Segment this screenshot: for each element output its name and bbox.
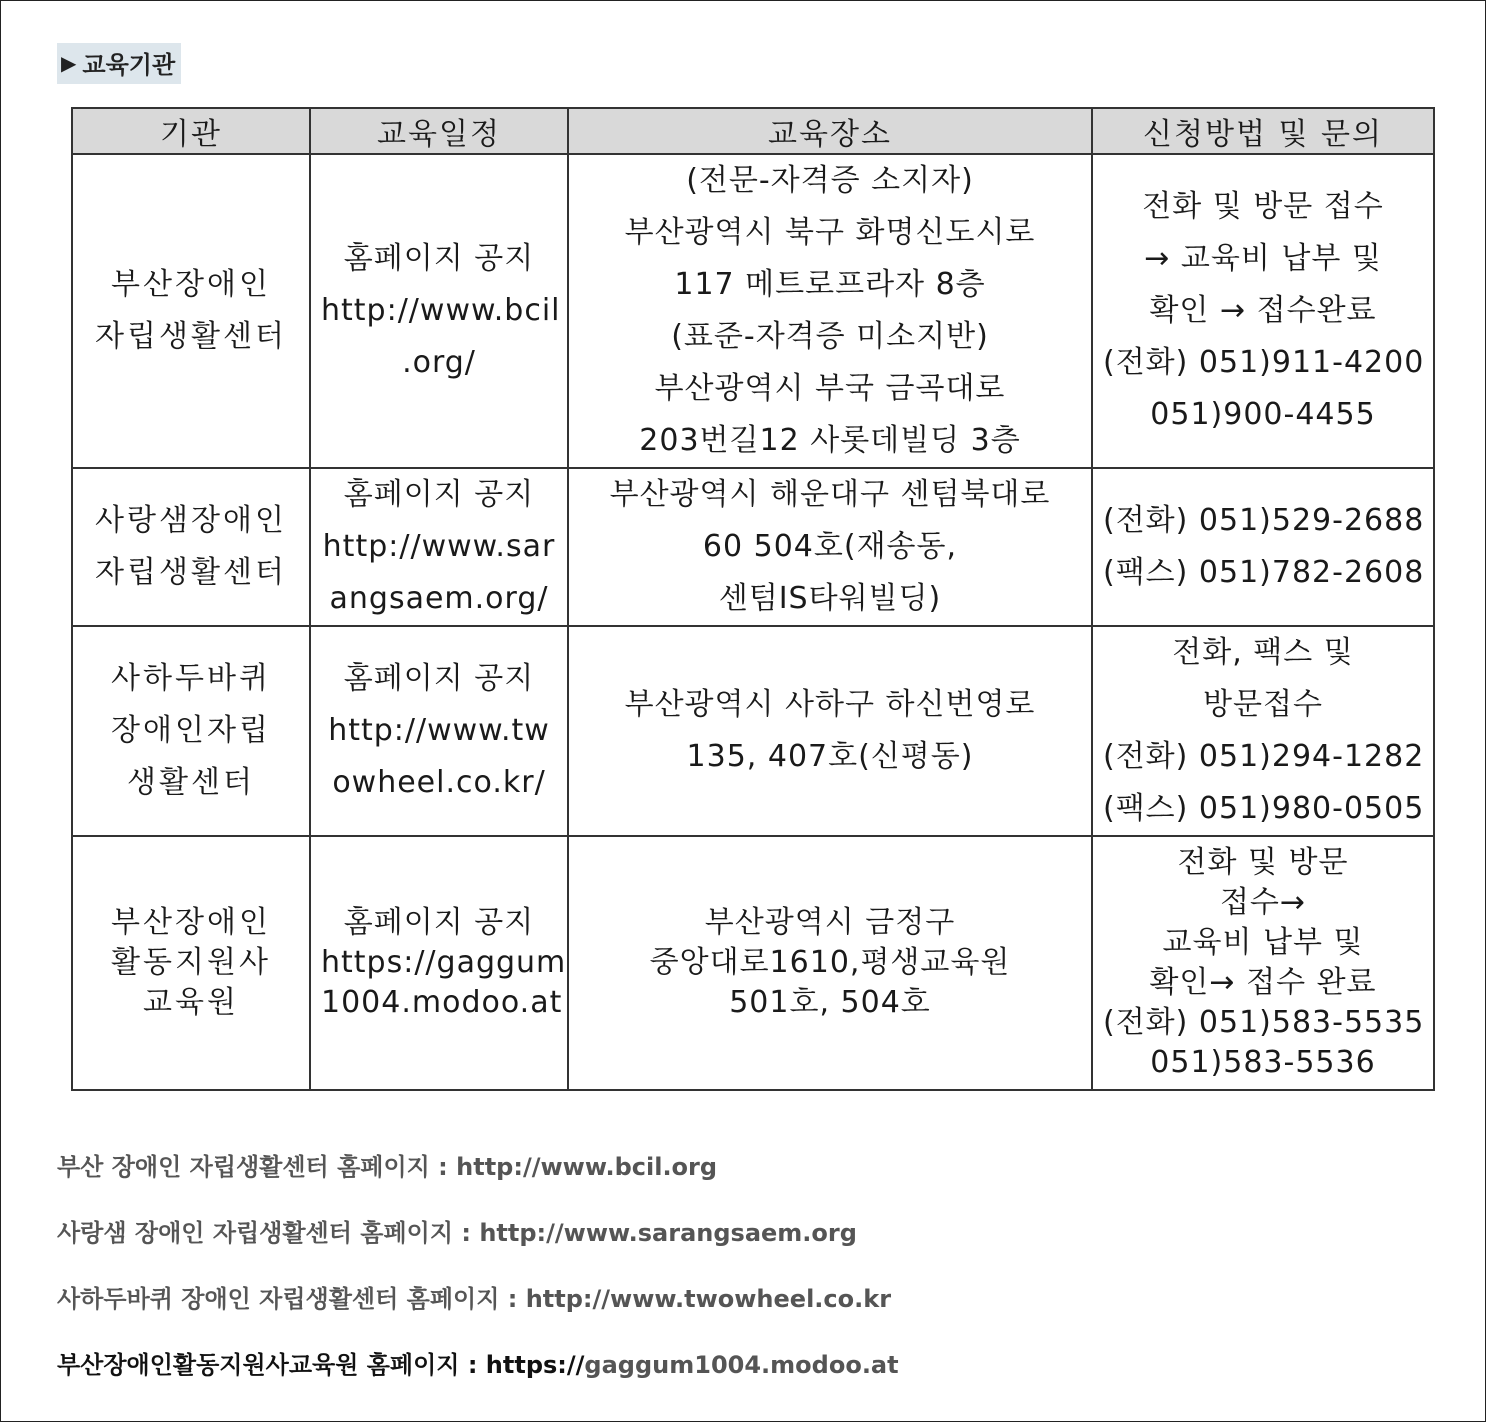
footer-homepage-line bbox=[57, 1213, 857, 1248]
table-row bbox=[72, 836, 1434, 1090]
header-contact: 신청방법 및 문의 bbox=[1092, 108, 1434, 154]
cell-place bbox=[568, 468, 1092, 626]
contact-line: (전화) 051)294-1282 bbox=[1103, 739, 1425, 774]
footer-label: 사하두바퀴 장애인 자립생활센터 홈페이지 : bbox=[57, 1285, 526, 1313]
cell-contact bbox=[1092, 468, 1434, 626]
place-line: 117 메트로프라자 8층 bbox=[674, 267, 986, 302]
header-schedule: 교육일정 bbox=[310, 108, 568, 154]
institution-line: 사랑샘장애인 bbox=[95, 503, 287, 538]
place-line: (전문-자격증 소지자) bbox=[686, 163, 974, 198]
institution-line: 부산장애인 bbox=[111, 267, 271, 302]
schedule-link[interactable]: 1004.modoo.at bbox=[321, 985, 563, 1020]
footer-homepage-link-prefix[interactable]: https:// bbox=[485, 1351, 585, 1379]
section-title bbox=[57, 43, 181, 84]
schedule-link[interactable]: http://www.sar bbox=[322, 529, 556, 564]
footer-homepage-line bbox=[57, 1345, 899, 1380]
table-row bbox=[72, 154, 1434, 468]
place-line: 부산광역시 금정구 bbox=[704, 905, 956, 940]
contact-line: 전화, 팩스 및 bbox=[1172, 635, 1354, 670]
contact-line: (전화) 051)911-4200 bbox=[1103, 345, 1425, 380]
institution-line: 활동지원사 bbox=[111, 945, 271, 980]
footer-homepage-link[interactable]: http://www.bcil.org bbox=[456, 1153, 718, 1181]
contact-line: 방문접수 bbox=[1203, 687, 1323, 722]
cell-institution bbox=[72, 836, 310, 1090]
cell-schedule bbox=[310, 626, 568, 836]
footer-homepage-link[interactable]: http://www.twowheel.co.kr bbox=[525, 1285, 892, 1313]
contact-line: (팩스) 051)980-0505 bbox=[1103, 791, 1425, 826]
place-line: 부산광역시 북구 화명신도시로 bbox=[624, 215, 1036, 250]
place-line: 센텀IS타워빌딩) bbox=[718, 581, 942, 616]
place-line: 부산광역시 부국 금곡대로 bbox=[654, 371, 1006, 406]
table-row bbox=[72, 468, 1434, 626]
institution-line: 자립생활센터 bbox=[95, 319, 287, 354]
cell-place bbox=[568, 836, 1092, 1090]
schedule-link[interactable]: angsaem.org/ bbox=[329, 581, 549, 616]
contact-line: 교육비 납부 및 bbox=[1162, 925, 1364, 960]
footer-homepage-line bbox=[57, 1279, 891, 1314]
cell-contact bbox=[1092, 626, 1434, 836]
contact-line: 확인 → 접수완료 bbox=[1149, 293, 1377, 328]
contact-line: 접수→ bbox=[1219, 885, 1307, 920]
institution-line: 생활센터 bbox=[127, 765, 255, 800]
place-line: 203번길12 사롯데빌딩 3층 bbox=[639, 423, 1021, 458]
cell-institution bbox=[72, 154, 310, 468]
header-place: 교육장소 bbox=[568, 108, 1092, 154]
footer-homepage-line bbox=[57, 1147, 717, 1182]
contact-line: (전화) 051)529-2688 bbox=[1103, 503, 1425, 538]
schedule-link[interactable]: .org/ bbox=[402, 345, 476, 380]
contact-line: (전화) 051)583-5535 bbox=[1103, 1005, 1425, 1040]
schedule-line: 홈페이지 공지 bbox=[343, 661, 535, 696]
schedule-link[interactable]: http://www.bcil bbox=[321, 293, 561, 328]
schedule-line: 홈페이지 공지 bbox=[343, 905, 535, 940]
cell-place bbox=[568, 626, 1092, 836]
table-row bbox=[72, 626, 1434, 836]
cell-institution bbox=[72, 468, 310, 626]
contact-line: 전화 및 방문 접수 bbox=[1142, 189, 1384, 224]
contact-line: 전화 및 방문 bbox=[1177, 845, 1349, 880]
footer-homepage-link[interactable]: gaggum1004.modoo.at bbox=[584, 1351, 899, 1379]
place-line: 60 504호(재송동, bbox=[702, 529, 958, 564]
schedule-link[interactable]: owheel.co.kr/ bbox=[332, 765, 546, 800]
triangle-right-icon: ▶ bbox=[61, 50, 77, 75]
cell-schedule bbox=[310, 154, 568, 468]
footer-label: 부산장애인활동지원사교육원 홈페이지 : bbox=[57, 1351, 486, 1379]
contact-line: 051)900-4455 bbox=[1150, 397, 1376, 432]
place-line: 부산광역시 사하구 하신번영로 bbox=[624, 687, 1036, 722]
contact-line: → 교육비 납부 및 bbox=[1144, 241, 1382, 276]
institution-line: 교육원 bbox=[143, 985, 239, 1020]
table-header-row bbox=[72, 108, 1434, 154]
place-line: 부산광역시 해운대구 센텀북대로 bbox=[609, 477, 1051, 512]
cell-schedule bbox=[310, 468, 568, 626]
cell-schedule bbox=[310, 836, 568, 1090]
header-institution: 기관 bbox=[72, 108, 310, 154]
cell-institution bbox=[72, 626, 310, 836]
schedule-link[interactable]: http://www.tw bbox=[328, 713, 550, 748]
schedule-link[interactable]: https://gaggum bbox=[321, 945, 567, 980]
contact-line: 확인→ 접수 완료 bbox=[1149, 965, 1377, 1000]
institution-line: 사하두바퀴 bbox=[111, 661, 271, 696]
footer-label: 부산 장애인 자립생활센터 홈페이지 : bbox=[57, 1153, 457, 1181]
cell-contact bbox=[1092, 154, 1434, 468]
cell-place bbox=[568, 154, 1092, 468]
footer-homepage-link[interactable]: http://www.sarangsaem.org bbox=[479, 1219, 857, 1247]
institution-line: 자립생활센터 bbox=[95, 555, 287, 590]
institution-table bbox=[71, 107, 1435, 1091]
schedule-line: 홈페이지 공지 bbox=[343, 477, 535, 512]
place-line: 501호, 504호 bbox=[729, 985, 931, 1020]
schedule-line: 홈페이지 공지 bbox=[343, 241, 535, 276]
cell-contact bbox=[1092, 836, 1434, 1090]
section-title-text: 교육기관 bbox=[82, 51, 176, 79]
institution-line: 장애인자립 bbox=[111, 713, 271, 748]
institution-line: 부산장애인 bbox=[111, 905, 271, 940]
contact-line: (팩스) 051)782-2608 bbox=[1103, 555, 1425, 590]
contact-line: 051)583-5536 bbox=[1150, 1045, 1376, 1080]
footer-label: 사랑샘 장애인 자립생활센터 홈페이지 : bbox=[57, 1219, 480, 1247]
place-line: 중앙대로1610,평생교육원 bbox=[649, 945, 1011, 980]
place-line: 135, 407호(신평동) bbox=[686, 739, 974, 774]
place-line: (표준-자격증 미소지반) bbox=[671, 319, 989, 354]
